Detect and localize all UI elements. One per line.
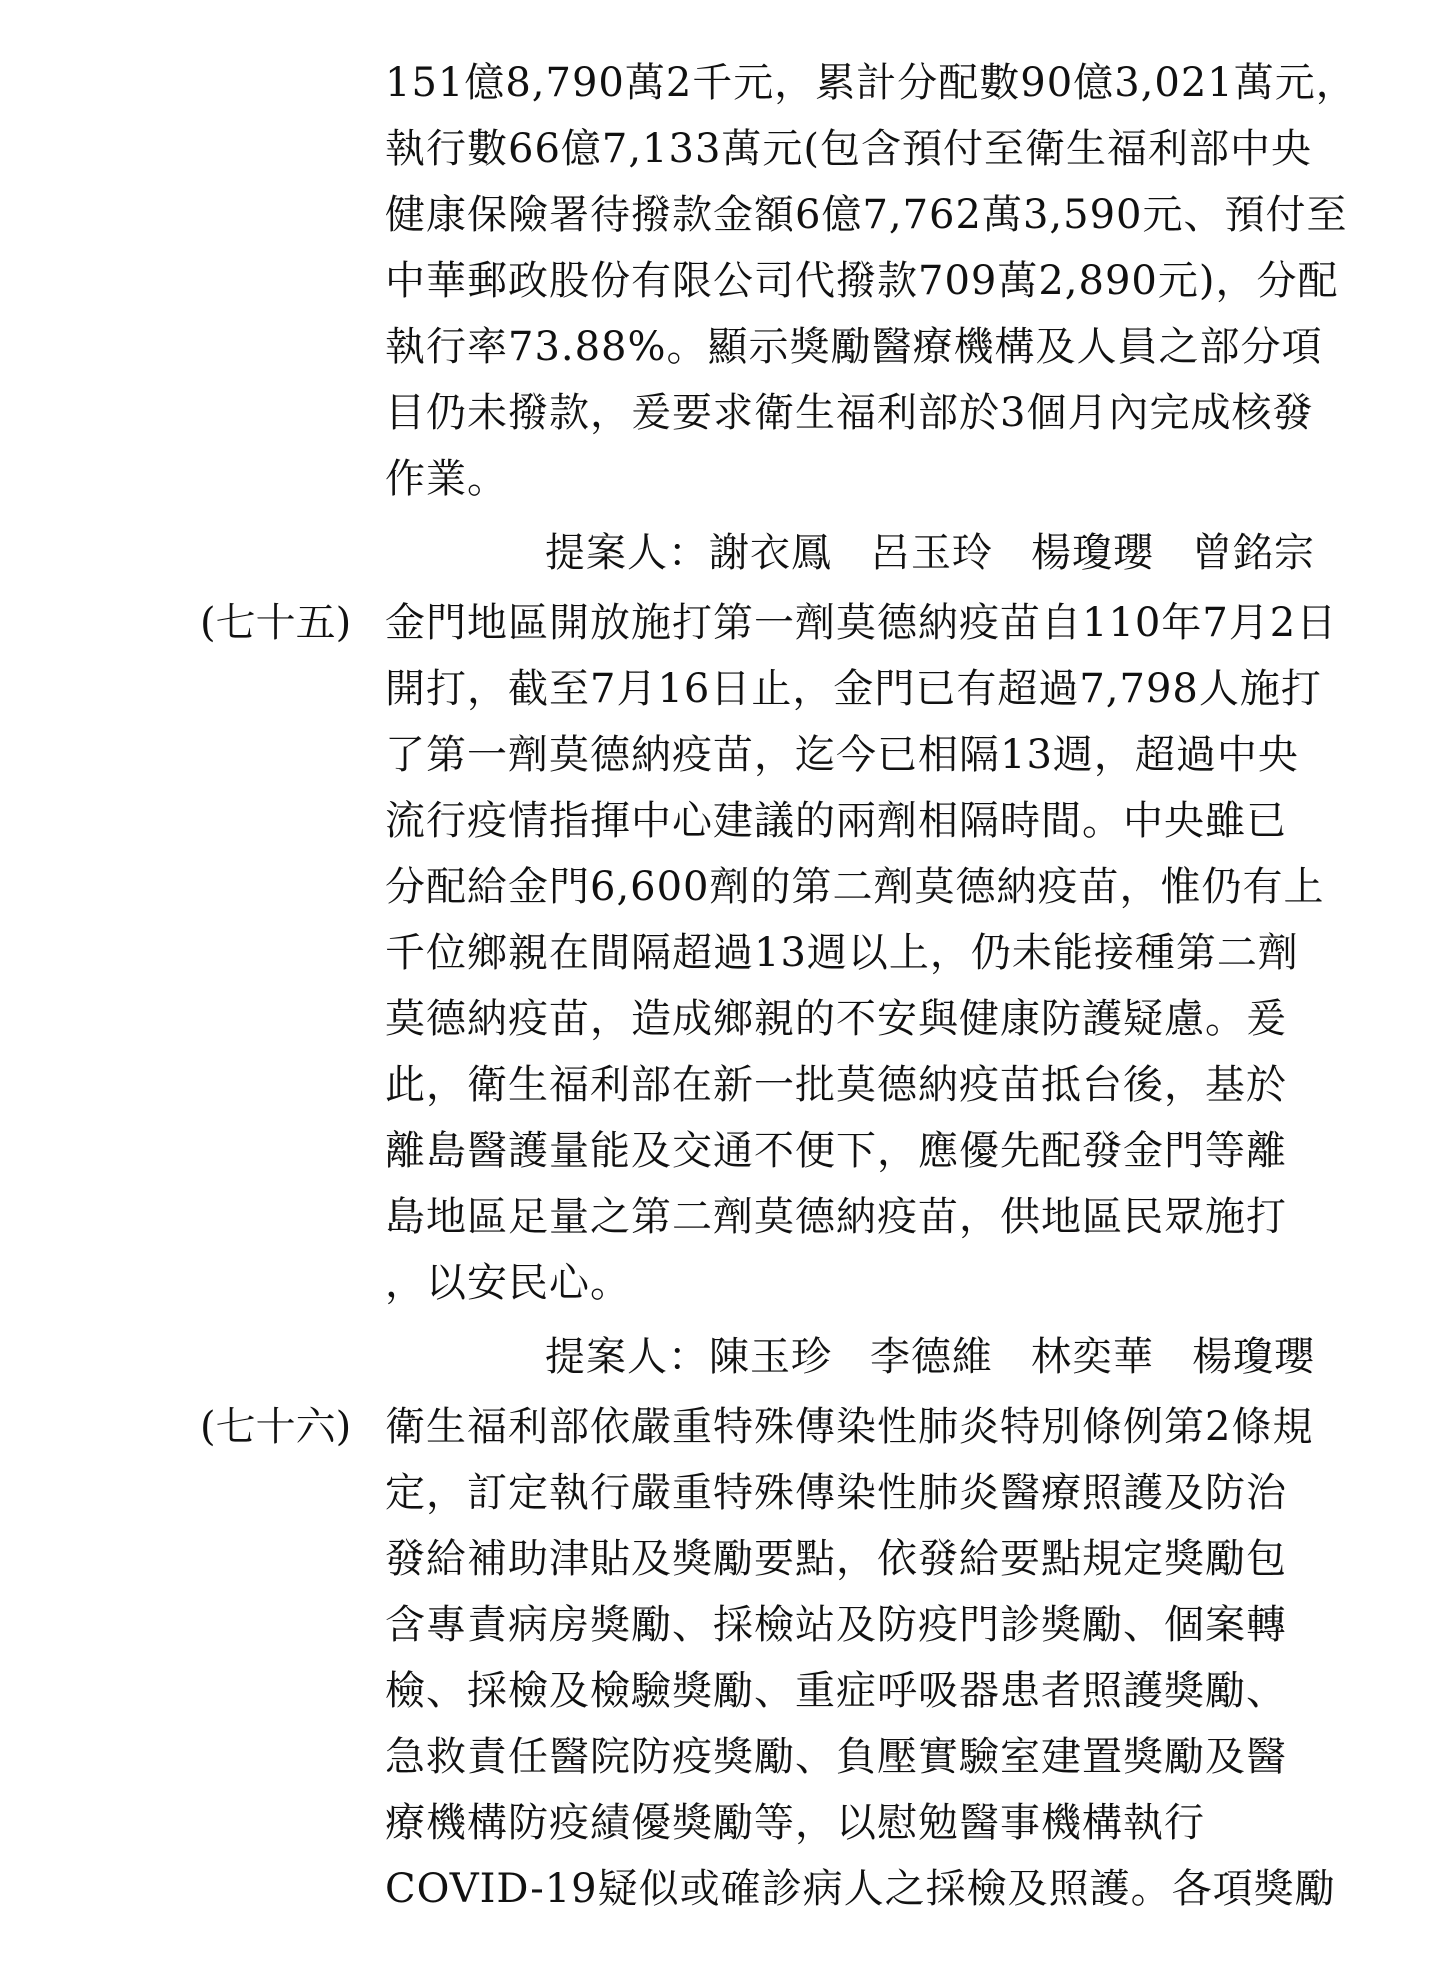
proposer-name: 陳玉珍 [709,1334,832,1380]
paragraph-line: 含專責病房獎勵、採檢站及防疫門診獎勵、個案轉 [385,1602,1287,1648]
paragraph-line: 執行率73.88%。顯示獎勵醫療機構及人員之部分項 [385,324,1323,370]
paragraph-line: 分配給金門6,600劑的第二劑莫德納疫苗，惟仍有上 [385,864,1325,910]
paragraph-line: COVID-19疑似或確診病人之採檢及照護。各項獎勵 [385,1866,1336,1912]
paragraph-line: 健康保險署待撥款金額6億7,762萬3,590元、預付至 [385,192,1348,238]
proposer-name: 李德維 [870,1334,993,1380]
proposer-label: 提案人： [545,530,709,576]
paragraph-line: 千位鄉親在間隔超過13週以上，仍未能接種第二劑 [385,930,1299,976]
paragraph-line: 執行數66億7,133萬元(包含預付至衛生福利部中央 [385,126,1313,172]
paragraph-line: 離島醫護量能及交通不便下，應優先配發金門等離 [385,1128,1287,1174]
proposer-name: 呂玉玲 [870,530,993,576]
proposer-name: 楊瓊瓔 [1031,530,1154,576]
paragraph-line: 目仍未撥款，爰要求衛生福利部於3個月內完成核發 [385,390,1314,436]
paragraph-line: 流行疫情指揮中心建議的兩劑相隔時間。中央雖已 [385,798,1287,844]
paragraph-line: 了第一劑莫德納疫苗，迄今已相隔13週，超過中央 [385,732,1299,778]
paragraph-line: 作業。 [385,456,508,502]
paragraph-line: 中華郵政股份有限公司代撥款709萬2,890元)，分配 [385,258,1339,304]
paragraph-line: ，以安民心。 [385,1260,631,1306]
item-number: (七十五) [200,600,352,646]
item-number: (七十六) [200,1404,352,1450]
paragraph-line: 檢、採檢及檢驗獎勵、重症呼吸器患者照護獎勵、 [385,1668,1287,1714]
paragraph-line: 開打，截至7月16日止，金門已有超過7,798人施打 [385,666,1322,712]
proposer-line [545,1324,1405,1390]
paragraph-line: 島地區足量之第二劑莫德納疫苗，供地區民眾施打 [385,1194,1287,1240]
paragraph-line: 定，訂定執行嚴重特殊傳染性肺炎醫療照護及防治 [385,1470,1287,1516]
proposer-name: 林奕華 [1031,1334,1154,1380]
paragraph-line: 衛生福利部依嚴重特殊傳染性肺炎特別條例第2條規 [385,1404,1314,1450]
paragraph-line: 發給補助津貼及獎勵要點，依發給要點規定獎勵包 [385,1536,1287,1582]
proposer-name: 謝衣鳳 [709,530,832,576]
paragraph-line: 莫德納疫苗，造成鄉親的不安與健康防護疑慮。爰 [385,996,1287,1042]
paragraph-line: 金門地區開放施打第一劑莫德納疫苗自110年7月2日 [385,600,1338,646]
paragraph-line: 此，衛生福利部在新一批莫德納疫苗抵台後，基於 [385,1062,1287,1108]
paragraph-line: 急救責任醫院防疫獎勵、負壓實驗室建置獎勵及醫 [385,1734,1287,1780]
proposer-name: 楊瓊瓔 [1192,1334,1315,1380]
proposer-label: 提案人： [545,1334,709,1380]
proposer-line [545,520,1405,586]
paragraph-line: 療機構防疫績優獎勵等，以慰勉醫事機構執行 [385,1800,1205,1846]
proposer-name: 曾銘宗 [1192,530,1315,576]
paragraph-line: 151億8,790萬2千元，累計分配數90億3,021萬元， [385,60,1357,106]
